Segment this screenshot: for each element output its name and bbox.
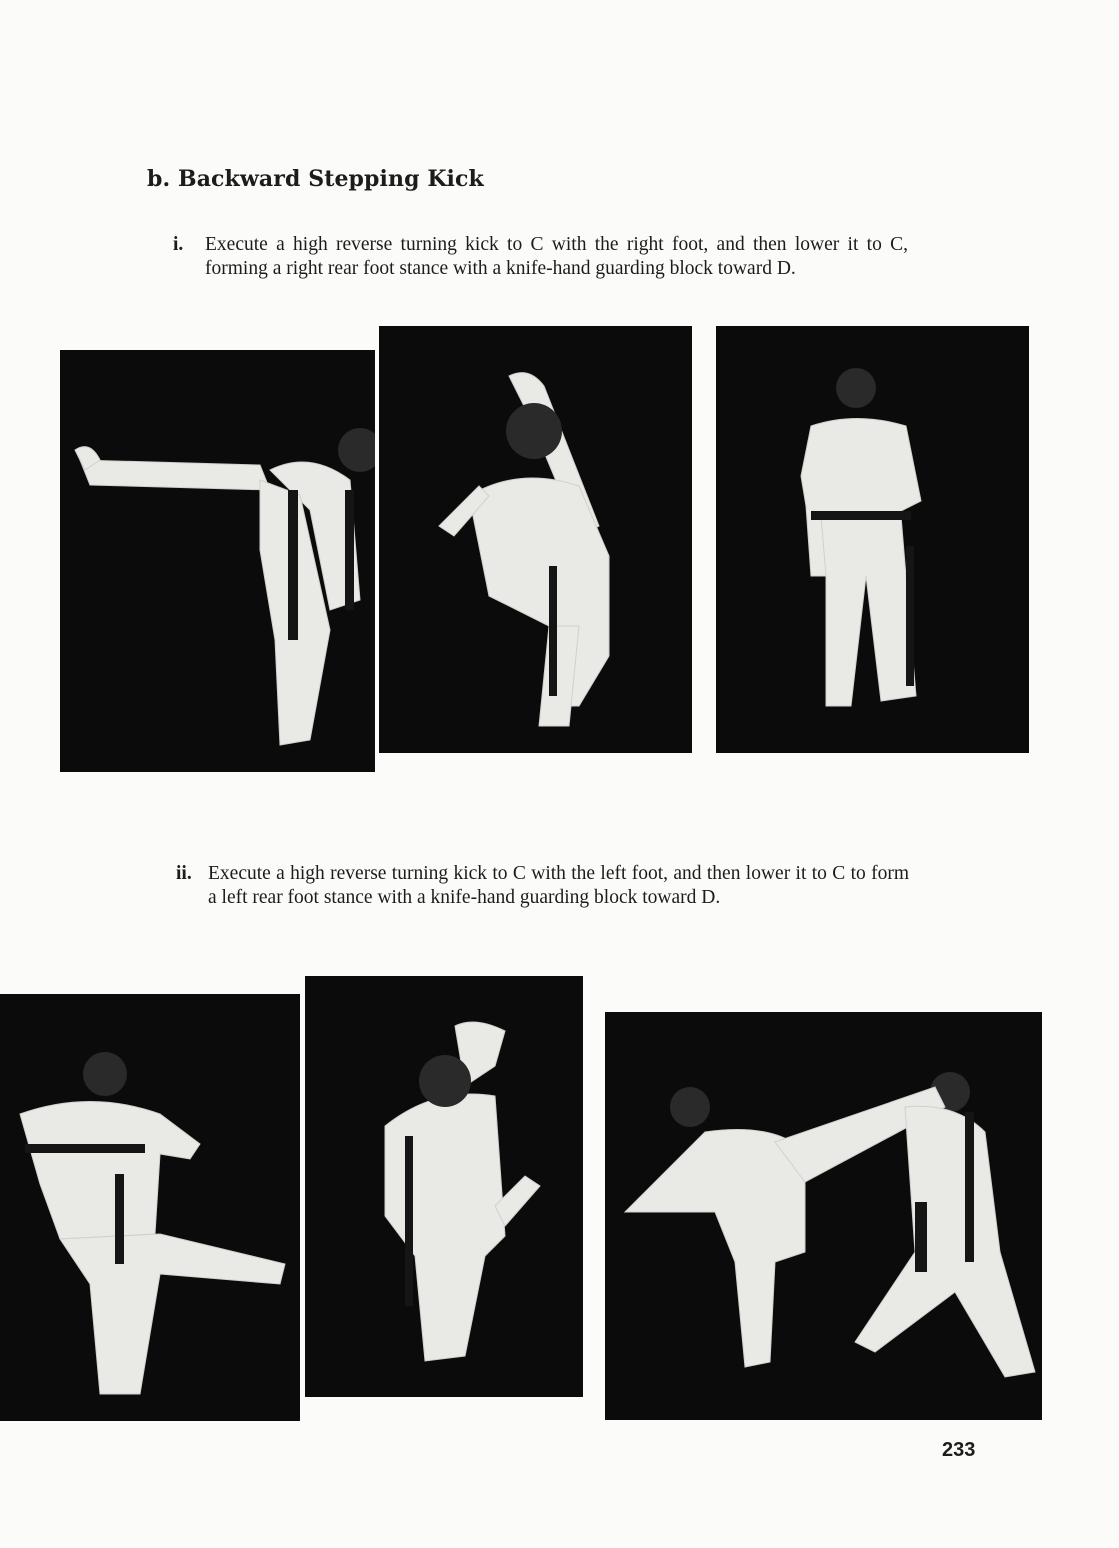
- figure-illustration: [605, 1012, 1042, 1420]
- step-2-marker: ii.: [176, 863, 192, 884]
- figure-illustration: [305, 976, 583, 1397]
- step-2: [176, 862, 909, 910]
- photo-4-kick-left-foot: [0, 994, 300, 1421]
- step-1: [173, 233, 908, 281]
- photo-6-kick-to-opponent: [605, 1012, 1042, 1420]
- figure-illustration: [716, 326, 1029, 753]
- step-1-marker: i.: [173, 234, 184, 255]
- page-number: 233: [942, 1439, 976, 1461]
- photo-2-turning-kick: [379, 326, 692, 753]
- step-1-text: Execute a high reverse turning kick to C with the right foot, and then lower it to C, forming a right rear foot stance with a knife-hand guarding block toward D.: [205, 234, 908, 279]
- figure-illustration: [0, 994, 300, 1421]
- figure-illustration: [60, 350, 375, 772]
- photo-3-rear-foot-stance: [716, 326, 1029, 753]
- section-heading: b. Backward Stepping Kick: [147, 166, 484, 192]
- figure-illustration: [379, 326, 692, 753]
- photo-1-kick-right-foot: [60, 350, 375, 772]
- step-2-text: Execute a high reverse turning kick to C with the left foot, and then lower it to C to form a left rear foot stance with a knife-hand guarding block toward D.: [208, 863, 909, 908]
- photo-5-turning-kick: [305, 976, 583, 1397]
